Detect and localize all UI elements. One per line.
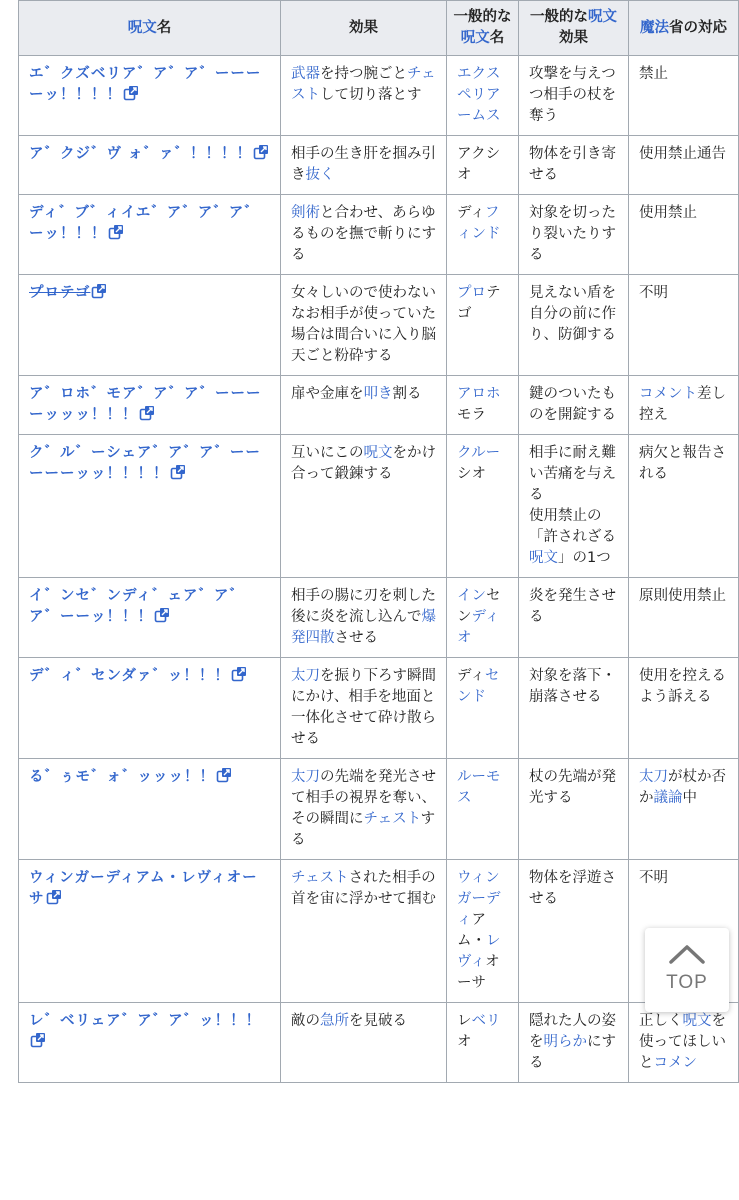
header-ministry — [629, 1, 739, 56]
effect-cell — [281, 759, 447, 860]
common-name-cell — [447, 435, 519, 578]
common-name-cell — [447, 275, 519, 376]
ministry-cell — [629, 578, 739, 658]
table-row — [19, 1003, 739, 1083]
effect-link[interactable]: 叩き — [363, 386, 393, 402]
ministry-text: 病欠と報告される — [639, 445, 726, 482]
common_effect-text: 攻撃を与えつつ相手の杖を奪う — [529, 66, 616, 124]
common-name-cell — [447, 376, 519, 435]
ministry-text: 使用禁止 — [639, 205, 697, 221]
spell-name-cell — [19, 195, 281, 275]
ministry-cell — [629, 275, 739, 376]
ministry-text: 中 — [682, 790, 697, 806]
header-common-effect-prefix: 一般的な — [530, 9, 588, 25]
external-link-icon[interactable] — [253, 144, 269, 160]
common-text: アム・ — [457, 912, 486, 949]
effect-text: された相手の首を宙に浮かせて掴む — [291, 870, 436, 907]
ministry-link[interactable]: 呪文 — [682, 1013, 712, 1029]
common_effect-text: 対象を切ったり裂いたりする — [529, 205, 616, 263]
table-row — [19, 195, 739, 275]
effect-text: 割る — [392, 386, 422, 402]
common-link[interactable]: フィンド — [457, 205, 501, 242]
common-name-cell — [447, 658, 519, 759]
common-link[interactable]: ルーモス — [457, 769, 501, 806]
common_effect-text: にする — [529, 1034, 616, 1071]
ministry-text: 不明 — [639, 285, 668, 301]
common_effect-text: 使用禁止の「許されざる — [529, 508, 616, 545]
common-name-cell — [447, 759, 519, 860]
common-link[interactable]: ウィンガーディ — [457, 870, 501, 928]
chevron-up-icon — [667, 942, 707, 966]
back-to-top-label: TOP — [666, 972, 708, 993]
ministry-cell — [629, 195, 739, 275]
effect-link[interactable]: 太刀 — [291, 668, 320, 684]
spell-name-cell — [19, 435, 281, 578]
common-text: レ — [457, 1013, 472, 1029]
table-row — [19, 275, 739, 376]
table-row — [19, 376, 739, 435]
external-link-icon[interactable] — [30, 1032, 46, 1048]
table-row — [19, 658, 739, 759]
ministry-text: 禁止 — [639, 66, 668, 82]
ministry-cell — [629, 1003, 739, 1083]
header-common-suffix: 名 — [489, 30, 505, 46]
effect-text: する — [291, 811, 436, 848]
common-effect-cell — [519, 195, 629, 275]
spell-name-link[interactable]: ウィンガーディアム・レヴィオーサ — [29, 870, 258, 907]
ministry-text: 使用禁止通告 — [639, 146, 726, 162]
effect-text: 扉や金庫を — [291, 386, 364, 402]
ministry-cell — [629, 658, 739, 759]
ministry-text: 差し控え — [639, 386, 726, 423]
external-link-icon[interactable] — [46, 889, 62, 905]
table-row — [19, 578, 739, 658]
ministry-text: 不明 — [639, 870, 668, 886]
ministry-cell — [629, 136, 739, 195]
ministry-link[interactable]: コメン — [653, 1055, 697, 1071]
table-row — [19, 56, 739, 136]
spell-name-cell — [19, 658, 281, 759]
effect-text: 互いにこの — [291, 445, 364, 461]
effect-cell — [281, 195, 447, 275]
common-effect-cell — [519, 376, 629, 435]
common_effect-text: 対象を落下・崩落させる — [529, 668, 616, 705]
common_effect-text: 相手に耐え難い苦痛を与える — [529, 445, 616, 503]
spell-name-cell — [19, 860, 281, 1003]
ministry-link[interactable]: 太刀 — [639, 769, 668, 785]
common-link[interactable]: イン — [457, 588, 486, 604]
external-link-icon[interactable] — [154, 607, 170, 623]
effect-text: 相手の腸に刃を刺した後に炎を流し込んで — [291, 588, 436, 625]
ministry-cell — [629, 56, 739, 136]
ministry-cell — [629, 435, 739, 578]
common-text: シオ — [457, 466, 486, 482]
common-effect-cell — [519, 860, 629, 1003]
header-common-prefix: 一般的な — [453, 9, 512, 25]
common_effect-text: 炎を発生させる — [529, 588, 616, 625]
common-link[interactable]: ディオ — [457, 609, 500, 646]
external-link-icon[interactable] — [231, 666, 247, 682]
common-effect-cell — [519, 759, 629, 860]
external-link-icon[interactable] — [108, 224, 124, 240]
spell-name-cell — [19, 376, 281, 435]
effect-cell — [281, 1003, 447, 1083]
effect-cell — [281, 136, 447, 195]
common-text: テゴ — [457, 285, 501, 322]
effect-link[interactable]: 武器 — [291, 66, 320, 82]
spell-name-link[interactable]: る゛ぅモ゛ォ゛ッッッ！！ — [29, 769, 215, 785]
ministry-text: 使用を控えるよう訴える — [639, 668, 726, 705]
common-text: ディ — [457, 668, 485, 684]
effect-text: の先端を発光させて相手の視界を奪い、その瞬間に — [291, 769, 436, 827]
effect-cell — [281, 275, 447, 376]
spell-name-link[interactable]: レ゛ベリェア゛ア゛ア゛ッ！！！ — [29, 1013, 262, 1029]
spell-name-link[interactable]: エ゛クズベリア゛ア゛ア゛ーーーーッ！！！！ — [29, 66, 262, 103]
common-name-cell — [447, 578, 519, 658]
spell-name-link[interactable]: ク゛ル゛ーシェア゛ア゛ア゛ーーーーーッッ！！！！ — [29, 445, 261, 482]
common_effect-text: 物体を浮遊させる — [529, 870, 616, 907]
common-link[interactable]: クルー — [457, 445, 500, 461]
effect-link[interactable]: 急所 — [320, 1013, 349, 1029]
effect-text: を持つ腕ごと — [320, 66, 407, 82]
ministry-cell — [629, 759, 739, 860]
ministry-text: 原則使用禁止 — [639, 588, 726, 604]
effect-cell — [281, 56, 447, 136]
common-effect-cell — [519, 136, 629, 195]
header-common-link[interactable]: 呪文 — [460, 30, 490, 46]
effect-cell — [281, 376, 447, 435]
spell-name-cell — [19, 1003, 281, 1083]
common_effect-link[interactable]: 明らか — [543, 1034, 587, 1050]
ministry-link[interactable]: 議論 — [653, 790, 683, 806]
effect-text: なお相手が使っていた場合は間合いに入り脳天ごと粉砕する — [291, 306, 436, 364]
header-ministry-suffix: 省の対応 — [669, 19, 727, 36]
common-effect-cell — [519, 275, 629, 376]
effect-text: 相手の生き肝を掴み引き — [291, 146, 436, 183]
effect-text: と合わせ、あらゆるものを撫で斬りにする — [291, 205, 436, 263]
header-common-effect — [519, 1, 629, 56]
common-text: ディ — [457, 205, 485, 221]
common-link[interactable]: センド — [457, 668, 500, 705]
external-link-icon[interactable] — [139, 405, 155, 421]
common-link[interactable]: レヴィ — [457, 933, 501, 970]
spell-name-link[interactable]: デ゛ィ゛センダァ゛ッ！！！ — [29, 668, 230, 684]
ministry-link[interactable]: コメント — [639, 386, 697, 402]
back-to-top-button[interactable] — [645, 928, 729, 1012]
spells-table — [18, 0, 739, 1083]
effect-link[interactable]: 呪文 — [363, 445, 393, 461]
spell-name-link[interactable]: ア゛ロホ゛モア゛ア゛ア゛ーーーーッッッ！！！ — [29, 386, 262, 423]
common-link[interactable]: エクスペリアームス — [457, 66, 501, 124]
effect-text: して切り落とす — [320, 87, 422, 103]
spell-name-cell — [19, 275, 281, 376]
common-text: オーサ — [457, 954, 500, 991]
spell-name-cell — [19, 759, 281, 860]
common-name-cell — [447, 860, 519, 1003]
effect-cell — [281, 658, 447, 759]
table-row — [19, 759, 739, 860]
effect-text: 敵の — [291, 1013, 320, 1029]
common-text: アクシオ — [457, 146, 501, 183]
table-row — [19, 136, 739, 195]
ministry-text: 正しく — [639, 1013, 683, 1029]
spell-name-cell — [19, 578, 281, 658]
external-link-icon[interactable] — [216, 767, 232, 783]
external-link-icon[interactable] — [170, 464, 186, 480]
common-name-cell — [447, 136, 519, 195]
common_effect-text: 」の1つ — [558, 550, 611, 566]
effect-cell — [281, 578, 447, 658]
effect-link[interactable]: 抜く — [305, 167, 335, 183]
spell-name-link[interactable]: ディ゛ブ゛ィイエ゛ア゛ア゛ア゛ーッ！！！ — [29, 205, 260, 242]
spell-name-link[interactable]: ア゛クジ゛ヴ ォ゛ァ゛！！！！ — [29, 146, 253, 162]
effect-text: をかけ合って鍛錬する — [291, 445, 436, 482]
external-link-icon[interactable] — [123, 85, 139, 101]
spell-name-link[interactable]: イ゛ンセ゛ンディ゛ェア゛ア゛ア゛ーーッ！！！ — [29, 588, 245, 625]
common_effect-text: 隠れた人の姿を — [529, 1013, 616, 1050]
header-spell-suffix: 名 — [156, 19, 172, 36]
effect-cell — [281, 860, 447, 1003]
common_effect-text: 鍵のついたものを開錠する — [529, 386, 616, 423]
common-text: セン — [457, 588, 501, 625]
effect-cell — [281, 435, 447, 578]
header-common-effect-suffix: 効果 — [559, 30, 588, 46]
effect-text: 女々しいので使わない — [291, 285, 436, 301]
common-name-cell — [447, 56, 519, 136]
common-text: オ — [457, 1034, 472, 1050]
common-name-cell — [447, 195, 519, 275]
common-effect-cell — [519, 578, 629, 658]
ministry-cell — [629, 376, 739, 435]
common_effect-text: 杖の先端が発光する — [529, 769, 616, 806]
header-effect: 効果 — [281, 1, 447, 56]
common-link[interactable]: プロ — [457, 285, 486, 301]
spell-name-cell — [19, 56, 281, 136]
common_effect-text: 見えない盾を自分の前に作り、防御する — [529, 285, 616, 343]
header-spell-link[interactable]: 呪文 — [127, 19, 157, 36]
header-common-effect-link[interactable]: 呪文 — [588, 9, 617, 25]
effect-link[interactable]: チェスト — [291, 870, 349, 886]
external-link-icon[interactable] — [91, 283, 107, 299]
effect-text: させる — [334, 630, 378, 646]
effect-link[interactable]: 爆発四散 — [291, 609, 436, 646]
ministry-text: が杖か否か — [639, 769, 726, 806]
common-text: モラ — [457, 407, 486, 423]
header-common-name — [447, 1, 519, 56]
effect-link[interactable]: チェスト — [291, 66, 436, 103]
common-link[interactable]: アロホ — [457, 386, 501, 402]
table-row — [19, 860, 739, 1003]
common-effect-cell — [519, 1003, 629, 1083]
spell-name-link[interactable]: プロテゴ — [29, 285, 91, 301]
effect-text: を見破る — [349, 1013, 407, 1029]
common-name-cell — [447, 1003, 519, 1083]
common_effect-text: 物体を引き寄せる — [529, 146, 616, 183]
effect-link[interactable]: 太刀 — [291, 769, 320, 785]
effect-link[interactable]: チェスト — [363, 811, 421, 827]
effect-text: を振り下ろす瞬間にかけ、相手を地面と一体化させて砕け散らせる — [291, 668, 436, 747]
common-effect-cell — [519, 658, 629, 759]
common-link[interactable]: ベリ — [471, 1013, 501, 1029]
spell-name-cell — [19, 136, 281, 195]
ministry-text: を使ってほしいと — [639, 1013, 726, 1071]
effect-link[interactable]: 剣術 — [291, 205, 320, 221]
common-effect-cell — [519, 56, 629, 136]
table-row — [19, 435, 739, 578]
common_effect-link[interactable]: 呪文 — [529, 550, 558, 566]
header-spell-name — [19, 1, 281, 56]
table-body — [19, 56, 739, 1083]
common-effect-cell — [519, 435, 629, 578]
table-header-row — [19, 1, 739, 56]
header-ministry-link[interactable]: 魔法 — [640, 19, 669, 36]
